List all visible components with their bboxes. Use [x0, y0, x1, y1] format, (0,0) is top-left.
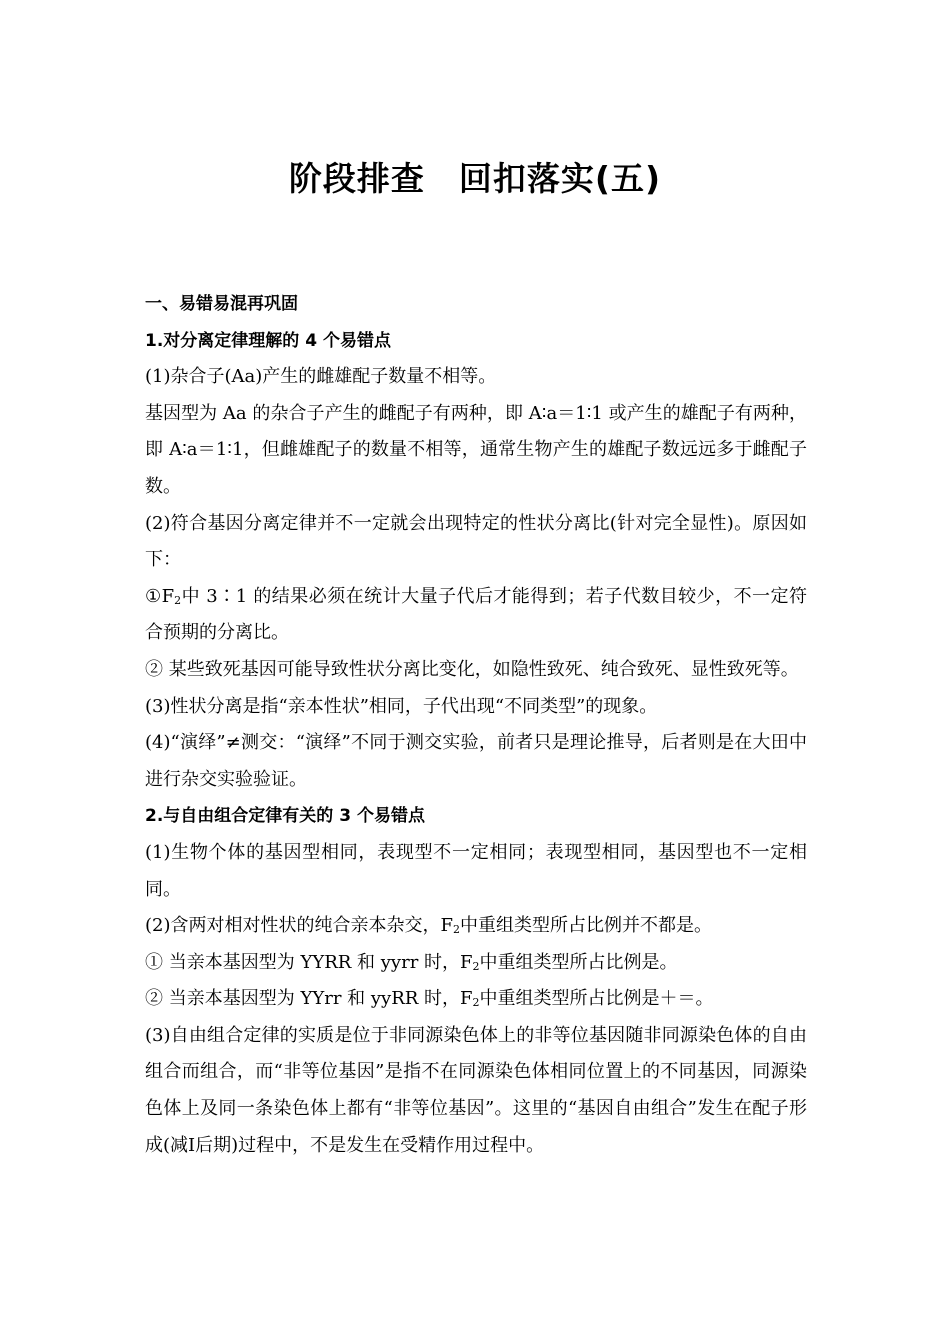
- document-body: [145, 286, 807, 1164]
- paragraph-9: [145, 908, 807, 945]
- paragraph-9-rest: 中重组类型所占比例并不都是。: [460, 915, 712, 937]
- paragraph-9-start: (2)含两对相对性状的纯合亲本杂交，F: [145, 915, 453, 937]
- paragraph-4-start: ①F: [145, 585, 175, 607]
- paragraph-4: [145, 579, 807, 652]
- subscript: 2: [472, 996, 480, 1010]
- paragraph-11-start: ② 当亲本基因型为 YYrr 和 yyRR 时，F: [145, 988, 473, 1010]
- paragraph-4-rest: 中 3∶1 的结果必须在统计大量子代后才能得到；若子代数目较少，不一定符合预期的分离比。: [145, 585, 807, 644]
- paragraph-7: (4)“演绎”≠测交：“演绎”不同于测交实验，前者只是理论推导，后者则是在大田中进行杂交实验验证。: [145, 732, 807, 790]
- subsection-heading-1: 1.对分离定律理解的 4 个易错点: [145, 330, 391, 351]
- subsection-heading-2: 2.与自由组合定律有关的 3 个易错点: [145, 806, 425, 827]
- subscript: 2: [174, 593, 182, 607]
- paragraph-3: (2)符合基因分离定律并不一定就会出现特定的性状分离比(针对完全显性)。原因如下：: [145, 512, 807, 571]
- subscript: 2: [453, 923, 460, 937]
- subscript: 2: [472, 959, 480, 973]
- paragraph-2: 基因型为 Aa 的杂合子产生的雌配子有两种，即 A∶a＝1∶1 或产生的雄配子有两种，即 A∶a＝1∶1，但雌雄配子的数量不相等，通常生物产生的雄配子数远远多于雌配子数。: [145, 402, 807, 497]
- paragraph-8: (1)生物个体的基因型相同，表现型不一定相同；表现型相同，基因型也不一定相同。: [145, 841, 807, 900]
- paragraph-11-rest: 中重组类型所占比例是＋＝。: [479, 988, 714, 1010]
- paragraph-11: [145, 981, 807, 1018]
- page-title: 阶段排查 回扣落实(五): [288, 159, 662, 198]
- paragraph-10-rest: 中重组类型所占比例是。: [479, 951, 678, 973]
- paragraph-10: [145, 945, 807, 982]
- paragraph-12: (3)自由组合定律的实质是位于非同源染色体上的非等位基因随非同源染色体的自由组合而组合，而“非等位基因”是指不在同源染色体相同位置上的不同基因，同源染色体上及同一条染色体上都有“非等位基因”。这里的“基因自由组合”发生在配子形成(减Ⅰ后期)过程中，不是发生在受精作用过程中。: [145, 1024, 807, 1156]
- paragraph-5: ② 某些致死基因可能导致性状分离比变化，如隐性致死、纯合致死、显性致死等。: [145, 658, 799, 680]
- paragraph-10-start: ① 当亲本基因型为 YYRR 和 yyrr 时，F: [145, 951, 473, 973]
- paragraph-1: (1)杂合子(Aa)产生的雌雄配子数量不相等。: [145, 366, 497, 388]
- paragraph-6: (3)性状分离是指“亲本性状”相同，子代出现“不同类型”的现象。: [145, 695, 658, 717]
- section-heading: 一、易错易混再巩固: [145, 294, 298, 314]
